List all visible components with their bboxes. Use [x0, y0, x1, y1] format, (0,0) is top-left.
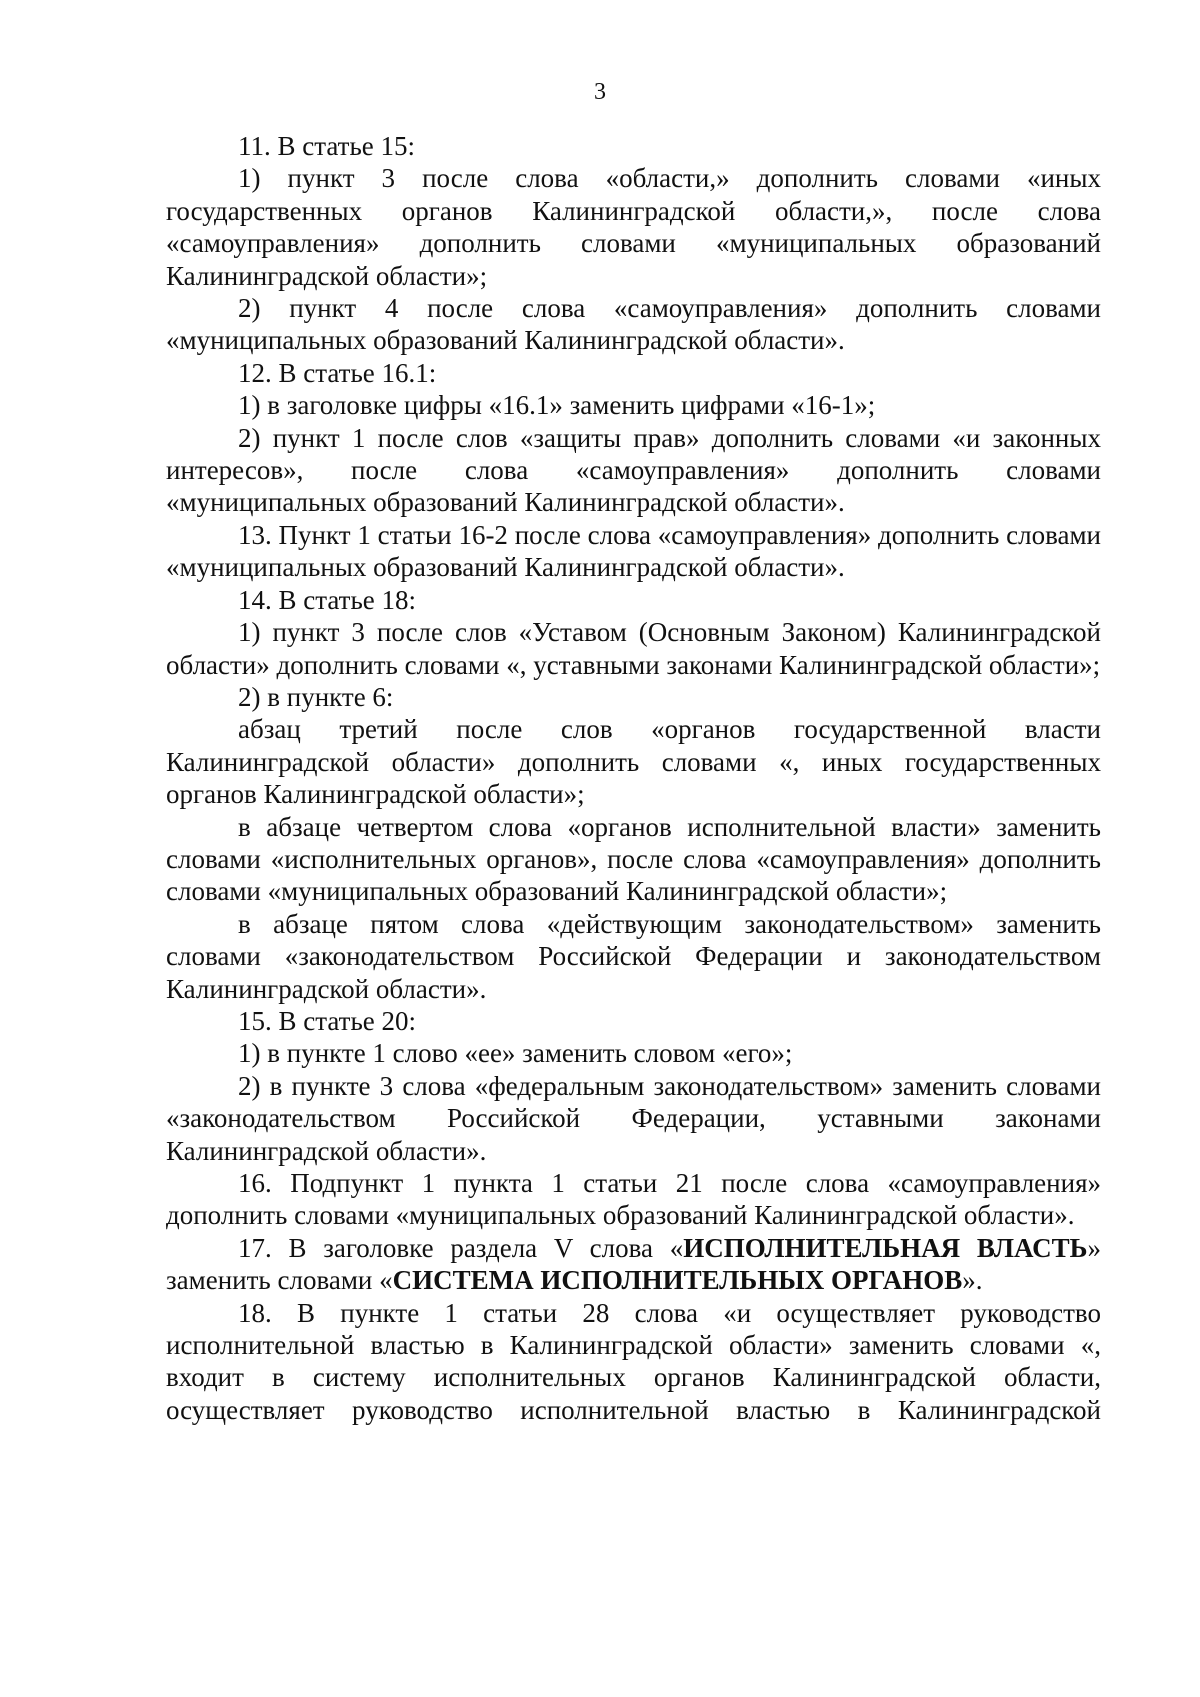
paragraph-12-1: 1) в заголовке цифры «16.1» заменить цифрами «16-1»;: [238, 390, 876, 421]
p17-text-1: 17. В заголовке раздела V слова «: [238, 1232, 684, 1263]
page-number: 3: [594, 79, 606, 105]
paragraph-14-2: 2) в пункте 6:: [238, 681, 394, 712]
paragraph-14-2-abzac-5: в абзаце пятом слова «действующим законодательством» заменить словами «законодательством Российской Федерации и законодательством Калининградской области».: [166, 908, 1101, 1004]
paragraph-17: [166, 1232, 1101, 1297]
paragraph-11-1: 1) пункт 3 после слова «области,» дополнить словами «иных государственных органов Калининградской области,», после слова «самоуправления» дополнить словами «муниципальных образований Калининградской области»;: [166, 163, 1101, 291]
paragraph-15-2: 2) в пункте 3 слова «федеральным законодательством» заменить словами «законодательством Российской Федерации, уставными законами Калининградской области».: [166, 1070, 1101, 1166]
paragraph-15: 15. В статье 20:: [238, 1005, 417, 1036]
paragraph-12: 12. В статье 16.1:: [238, 357, 437, 388]
paragraph-14-1: 1) пункт 3 после слов «Уставом (Основным Законом) Калининградской области» дополнить словами «, уставными законами Калининградской области»;: [166, 617, 1101, 680]
paragraph-15-1: 1) в пункте 1 слово «ее» заменить словом «его»;: [238, 1038, 793, 1069]
paragraph-16: 16. Подпункт 1 пункта 1 статьи 21 после слова «самоуправления» дополнить словами «муниципальных образований Калининградской области».: [166, 1168, 1101, 1231]
paragraph-14-2-abzac-3: абзац третий после слов «органов государственной власти Калининградской области» дополнить словами «, иных государственных органов Калининградской области»;: [166, 714, 1101, 810]
paragraph-18: 18. В пункте 1 статьи 28 слова «и осуществляет руководство исполнительной властью в Калининградской области» заменить словами «, входит в систему исполнительных органов Калининградской области, осуществляет руководство исполнительной властью в Калининградской: [166, 1297, 1101, 1425]
p17-bold-2: СИСТЕМА ИСПОЛНИТЕЛЬНЫХ ОРГАНОВ: [392, 1265, 963, 1296]
p17-text-2: » заменить словами «: [166, 1232, 1101, 1296]
paragraph-14: 14. В статье 18:: [238, 584, 417, 615]
paragraph-12-2: 2) пункт 1 после слов «защиты прав» дополнить словами «и законных интересов», после слова «самоуправления» дополнить словами «муниципальных образований Калининградской области».: [166, 422, 1101, 518]
p17-text-3: ».: [962, 1265, 983, 1296]
p17-bold-1: ИСПОЛНИТЕЛЬНАЯ ВЛАСТЬ: [683, 1232, 1088, 1263]
paragraph-14-2-abzac-4: в абзаце четвертом слова «органов исполнительной власти» заменить словами «исполнительных органов», после слова «самоуправления» дополнить словами «муниципальных образований Калининградской области»;: [166, 811, 1101, 907]
paragraph-11-2: 2) пункт 4 после слова «самоуправления» дополнить словами «муниципальных образований Калининградской области».: [166, 293, 1101, 356]
paragraph-13: 13. Пункт 1 статьи 16-2 после слова «самоуправления» дополнить словами «муниципальных образований Калининградской области».: [166, 519, 1101, 583]
paragraph-11: 11. В статье 15:: [238, 131, 416, 161]
document-body: [166, 130, 1101, 1426]
